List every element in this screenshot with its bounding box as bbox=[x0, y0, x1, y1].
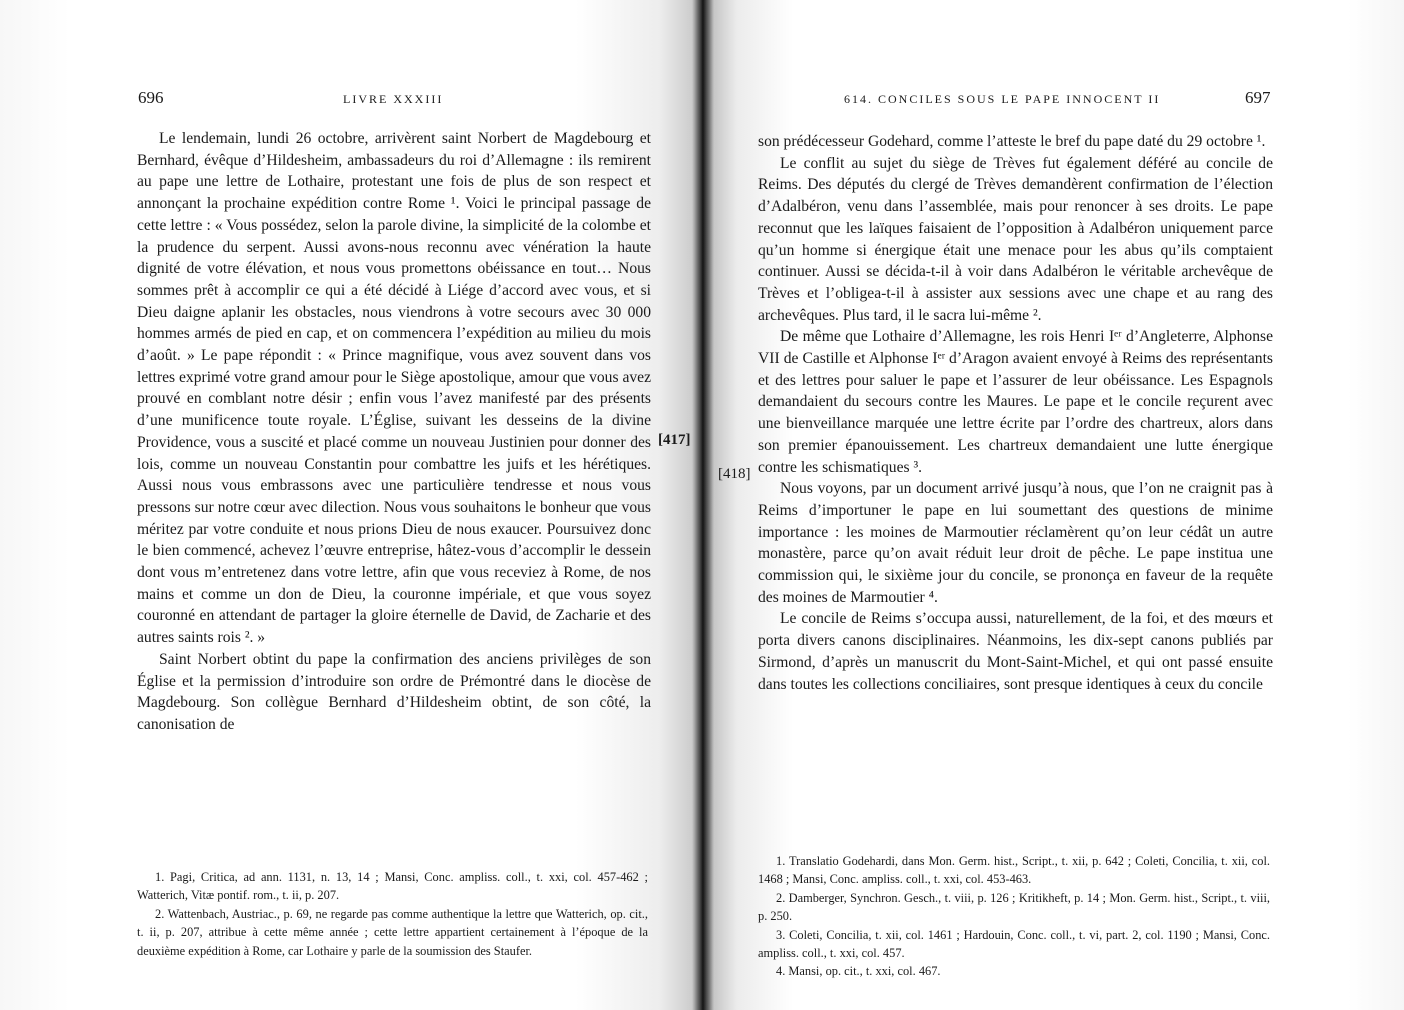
left-footnote-1: 1. Pagi, Critica, ad ann. 1131, n. 13, 14 ; Mansi, Conc. ampliss. coll., t. xxi, col. 457-462 ; Watterich, Vitæ pontif. rom., t. ii, p. 207. bbox=[137, 870, 648, 903]
margin-reference-418: [418] bbox=[718, 466, 751, 482]
right-footnote-1: 1. Translatio Godehardi, dans Mon. Germ. hist., Script., t. xii, p. 642 ; Coleti, Concilia, t. xii, col. 1468 ; Mansi, Conc. ampliss. coll., t. xxi, col. 453-463. bbox=[758, 854, 1270, 887]
left-page-number: 696 bbox=[138, 88, 164, 107]
right-footnote-3: 3. Coleti, Concilia, t. xii, col. 1461 ; Hardouin, Conc. coll., t. vi, part. 2, col. 1190 ; Mansi, Conc. ampliss. coll., t. xxi, col. 457. bbox=[758, 927, 1270, 961]
right-paragraph-4: Nous voyons, par un document arrivé jusqu’à nous, que l’on ne craignit pas à Reims d’importuner le pape en lui soumettant des questions de minime importance : les moines de Marmoutier réclamèrent qu’on leur cédât un autre monastère, parce qu’on avait réduit leur droit de pêche. Le pape institua une commission qui, le sixième jour du concile, se prononça en faveur de la requête des moines de Marmoutier ⁴. bbox=[758, 480, 1273, 606]
right-paragraph-3: De même que Lothaire d’Allemagne, les rois Henri Iᵉʳ d’Angleterre, Alphonse VII de Castille et Alphonse Iᵉʳ d’Aragon avaient envoyé à Reims des représentants et des lettres pour saluer le pape et l’assurer de leur obéissance. Les Espagnols demandaient du secours contre les Maures. Le pape et le concile reçurent avec une bienveillance marquée une lettre écrite par l’ordre des chartreux, alors dans son premier épanouissement. Les chartreux demandaient une lutte énergique contre les schismatiques ³. bbox=[758, 328, 1273, 476]
right-footnotes bbox=[758, 852, 1270, 981]
right-page-number: 697 bbox=[1245, 88, 1271, 107]
right-footnote-4: 4. Mansi, op. cit., t. xxi, col. 467. bbox=[776, 964, 941, 979]
right-footnote-2: 2. Damberger, Synchron. Gesch., t. viii, p. 126 ; Kritikheft, p. 14 ; Mon. Germ. hist., Script., t. viii, p. 250. bbox=[758, 890, 1270, 924]
right-running-head: 614. CONCILES SOUS LE PAPE INNOCENT II bbox=[844, 92, 1161, 106]
book-gutter bbox=[692, 0, 714, 1010]
margin-reference-417: [417] bbox=[658, 432, 691, 448]
left-body-text bbox=[137, 128, 651, 736]
right-page bbox=[702, 0, 1404, 1010]
right-paragraph-2: Le conflit au sujet du siège de Trèves fut également déféré au concile de Reims. Des députés du clergé de Trèves demandèrent confirmation de l’élection d’Adalbéron, venu dans l’assemblée, mais pour renoncer à ses droits. Le pape reconnut que les laïques faisaient de l’opposition à Adalbéron uniquement parce qu’un homme si énergique était une menace pour les abus qu’ils comptaient continuer. Aussi se décida-t-il à voir dans Adalbéron le véritable archevêque de Trèves et l’obligea-t-il à assister aux sessions avec une chape et au rang des archevêques. Plus tard, il le sacra lui-même ². bbox=[758, 154, 1273, 324]
right-paragraph-1: son prédécesseur Godehard, comme l’atteste le bref du pape daté du 29 octobre ¹. bbox=[758, 133, 1266, 150]
left-running-head: LIVRE XXXIII bbox=[343, 92, 444, 106]
left-footnotes bbox=[137, 868, 648, 960]
left-paragraph-1: Le lendemain, lundi 26 octobre, arrivèrent saint Norbert de Magdebourg et Bernhard, évêque d’Hildesheim, ambassadeurs du roi d’Allemagne : ils remirent au pape une lettre de Lothaire, protestant une fois de plus de son respect et annonçant la prochaine expédition contre Rome ¹. Voici le principal passage de cette lettre : « Vous possédez, selon la parole divine, la simplicité de la colombe et la prudence du serpent. Aussi avons-nous reconnu avec vénération la haute dignité de votre élévation, et nous vous promettons obéissance en tout… Nous sommes prêt à accomplir ce qui a été décidé à Liége d’accord avec vous, et si Dieu daigne aplanir les obstacles, nous viendrons à votre secours avec 30 000 hommes armés de pied en cap, et on commencera l’expédition au milieu du mois d’août. » Le pape répondit : « Prince magnifique, vous avez souvent dans vos lettres exprimé votre grand amour pour le Siège apostolique, amour que vous avez prouvé en comblant notre désir ; enfin vous l’avez manifesté par des présents d’une munificence toute royale. L’Église, suivant les desseins de la divine Providence, vous a suscité et placé comme un nouveau Justinien pour donner des lois, comme un nouveau Constantin pour combattre les juifs et les hérétiques. Aussi nous vous embrassons avec une particulière tendresse et nous vous pressons sur notre cœur avec dilection. Nous vous souhaitons le bonheur que vous méritez par votre conduite et nous prions Dieu de nous exaucer. Poursuivez donc le bien commencé, achevez l’œuvre entreprise, hâtez-vous d’accomplir le dessein dont vous m’entretenez dans votre lettre, afin que vous receviez à Rome, de nos mains et comme un don de Dieu, la couronne impériale, et que vous soyez couronné en attendant de partager la gloire éternelle de David, de Zacharie et des autres saints rois ². » bbox=[137, 130, 651, 647]
right-body-text bbox=[758, 131, 1273, 695]
left-paragraph-2: Saint Norbert obtint du pape la confirmation des anciens privilèges de son Église et la permission d’introduire son ordre de Prémontré dans le diocèse de Magdebourg. Son collègue Bernhard d’Hildesheim obtint, de son côté, la canonisation de bbox=[137, 650, 651, 733]
left-footnote-2: 2. Wattenbach, Austriac., p. 69, ne regarde pas comme authentique la lettre que Watterich, op. cit., t. ii, p. 207, attribue à cette même année ; cette lettre appartient certainement à l’époque de la deuxième expédition à Rome, car Lothaire y parle de la soumission des Staufer. bbox=[137, 906, 648, 958]
right-paragraph-5: Le concile de Reims s’occupa aussi, naturellement, de la foi, et des mœurs et porta divers canons disciplinaires. Néanmoins, les dix-sept canons publiés par Sirmond, d’après un manuscrit du Mont-Saint-Michel, et qui ont passé ensuite dans toutes les collections conciliaires, sont presque identiques à ceux du concile bbox=[758, 610, 1273, 693]
